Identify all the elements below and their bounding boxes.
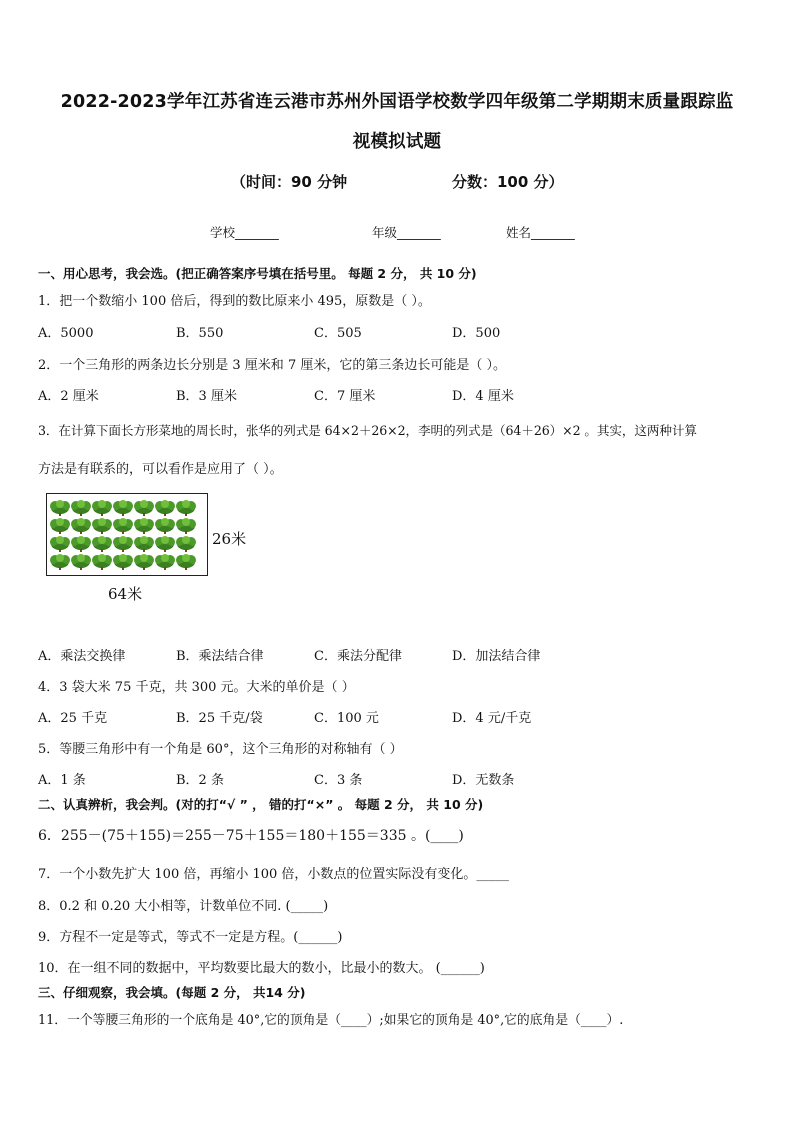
exam-score: 分数：100 分） (452, 173, 564, 191)
field-width-label: 64米 (108, 585, 143, 603)
q3-option-c[interactable]: C．乘法分配律 (314, 649, 402, 664)
q4-option-a[interactable]: A．25 千克 (38, 711, 108, 726)
question-10: 10．在一组不同的数据中，平均数要比最大的数小，比最小的数大。 (______) (38, 961, 485, 976)
q5-option-a[interactable]: A．1 条 (38, 773, 86, 788)
vegetable-field-figure (46, 493, 208, 576)
question-3-line1: 3．在计算下面长方形菜地的周长时，张华的列式是 64×2＋26×2，李明的列式是（64＋26）×2 。其实，这两种计算 (38, 423, 697, 438)
q4-option-c[interactable]: C．100 元 (314, 711, 379, 726)
section-3-heading: 三、仔细观察，我会填。(每题 2 分， 共14 分) (38, 985, 306, 1000)
question-3-line2: 方法是有联系的，可以看作是应用了（ ）。 (38, 462, 283, 477)
question-9: 9．方程不一定是等式，等式不一定是方程。(______) (38, 930, 343, 945)
q3-option-b[interactable]: B．乘法结合律 (176, 649, 264, 664)
question-11: 11．一个等腰三角形的一个底角是 40°,它的顶角是（____）;如果它的顶角是 40°,它的底角是（____）. (38, 1013, 624, 1028)
question-2: 2．一个三角形的两条边长分别是 3 厘米和 7 厘米，它的第三条边长可能是（ ）。 (38, 358, 506, 373)
q1-option-c[interactable]: C．505 (314, 326, 362, 341)
school-field[interactable]: 学校_______ (210, 225, 279, 240)
question-1: 1．把一个数缩小 100 倍后，得到的数比原来小 495，原数是（ ）。 (38, 294, 431, 309)
name-field[interactable]: 姓名_______ (506, 225, 575, 240)
q3-option-d[interactable]: D．加法结合律 (452, 649, 541, 664)
q1-option-a[interactable]: A．5000 (38, 326, 94, 341)
q2-option-a[interactable]: A．2 厘米 (38, 389, 99, 404)
grade-field[interactable]: 年级_______ (372, 225, 441, 240)
question-8: 8．0.2 和 0.20 大小相等，计数单位不同. (_____) (38, 899, 329, 914)
question-6: 6．255－(75＋155)＝255－75＋155＝180＋155＝335 。(____) (38, 828, 464, 844)
question-5: 5．等腰三角形中有一个角是 60°，这个三角形的对称轴有（ ） (38, 742, 403, 757)
q2-option-b[interactable]: B．3 厘米 (176, 389, 237, 404)
exam-title-line1: 2022-2023学年江苏省连云港市苏州外国语学校数学四年级第二学期期末质量跟踪监 (60, 92, 734, 112)
section-2-heading: 二、认真辨析，我会判。(对的打“√ ” ， 错的打“×” 。 每题 2 分， 共 10 分) (38, 797, 484, 812)
question-7: 7．一个小数先扩大 100 倍，再缩小 100 倍，小数点的位置实际没有变化。_____ (38, 867, 509, 882)
q5-option-c[interactable]: C．3 条 (314, 773, 363, 788)
q4-option-b[interactable]: B．25 千克/袋 (176, 711, 263, 726)
q1-option-d[interactable]: D．500 (452, 326, 501, 341)
q2-option-d[interactable]: D．4 厘米 (452, 389, 514, 404)
section-1-heading: 一、用心思考，我会选。(把正确答案序号填在括号里。 每题 2 分， 共 10 分) (38, 266, 477, 281)
exam-time: （时间：90 分钟 (231, 173, 348, 191)
q2-option-c[interactable]: C．7 厘米 (314, 389, 376, 404)
cabbage-grid (49, 497, 205, 572)
q1-option-b[interactable]: B．550 (176, 326, 224, 341)
exam-title-line2: 视模拟试题 (352, 132, 442, 152)
q5-option-b[interactable]: B．2 条 (176, 773, 224, 788)
q4-option-d[interactable]: D．4 元/千克 (452, 711, 532, 726)
q5-option-d[interactable]: D．无数条 (452, 773, 515, 788)
question-4: 4．3 袋大米 75 千克，共 300 元。大米的单价是（ ） (38, 680, 355, 695)
q3-option-a[interactable]: A．乘法交换律 (38, 649, 126, 664)
field-height-label: 26米 (212, 530, 247, 548)
